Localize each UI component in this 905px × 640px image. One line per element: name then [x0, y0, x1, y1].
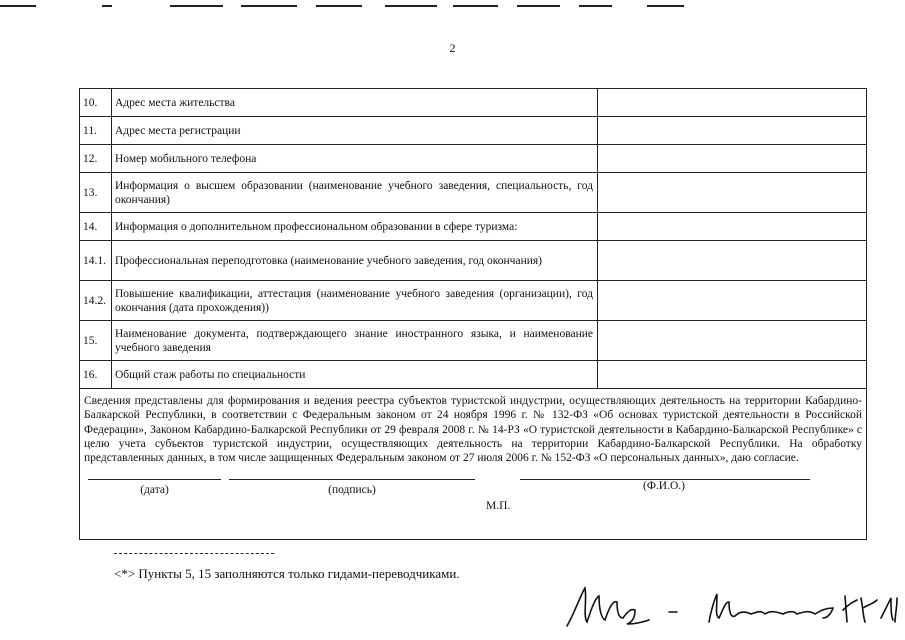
top-rule-3: [170, 5, 223, 7]
stamp-caption: М.П.: [486, 500, 511, 513]
row-value-field[interactable]: [598, 281, 867, 321]
row-number: 14.1.: [80, 241, 112, 281]
row-number: 14.: [80, 213, 112, 241]
signature-stroke-1: [567, 588, 649, 626]
signature-line[interactable]: [229, 479, 475, 480]
row-number: 12.: [80, 145, 112, 173]
signature-caption: (подпись): [328, 484, 376, 497]
row-label: Номер мобильного телефона: [112, 145, 598, 173]
top-rule-2: [102, 5, 112, 7]
row-label: Общий стаж работы по специальности: [112, 361, 598, 389]
row-number: 10.: [80, 89, 112, 117]
table-row: [80, 89, 867, 117]
table-row: [80, 321, 867, 361]
row-number: 11.: [80, 117, 112, 145]
table-row: [80, 145, 867, 173]
row-value-field[interactable]: [598, 241, 867, 281]
table-row: [80, 361, 867, 389]
row-number: 16.: [80, 361, 112, 389]
row-value-field[interactable]: [598, 173, 867, 213]
consent-text: Сведения представлены для формирования и ведения реестра субъектов туристской индустрии, осуществляющих деятельность на территории Кабардино-Балкарской Республики, в соответствии с Федеральным законом от 24 ноября 1996 г. № 132-ФЗ «Об основах туристской деятельности в Российской Федерации», Законом Кабардино-Балкарской Республики от 29 февраля 2008 г. № 14-РЗ «О туристской деятельности в Кабардино-Балкарской Республике» с целю учета субъектов туристской индустрии, осуществляющих деятельность на территории Кабардино-Балкарской Республики. На обработку представленных данных, в том числе защищенных Федеральным законом от 27 июля 2006 г. № 152-ФЗ «О персональных данных», даю согласие.: [84, 395, 862, 465]
table-row: [80, 281, 867, 321]
row-value-field[interactable]: [598, 145, 867, 173]
row-value-field[interactable]: [598, 321, 867, 361]
top-rule-5: [316, 5, 362, 7]
row-label: Адрес места жительства: [112, 89, 598, 117]
row-value-field[interactable]: [598, 89, 867, 117]
row-label: Повышение квалификации, аттестация (наименование учебного заведения (организации), год окончания (дата прохождения)): [112, 281, 598, 321]
row-value-field[interactable]: [598, 117, 867, 145]
top-rule-7: [453, 5, 498, 7]
top-rule-8: [517, 5, 560, 7]
top-rule-4: [241, 5, 297, 7]
table-row: [80, 173, 867, 213]
signature-stroke-3: [709, 594, 833, 622]
signature-stroke-4: [843, 596, 897, 622]
row-number: 15.: [80, 321, 112, 361]
date-line[interactable]: [88, 479, 221, 480]
footnote-divider: [114, 553, 274, 554]
date-caption: (дата): [140, 484, 169, 497]
row-value-field[interactable]: [598, 213, 867, 241]
row-number: 14.2.: [80, 281, 112, 321]
top-rule-10: [647, 5, 684, 7]
consent-cell: [80, 389, 867, 540]
page-number: 2: [449, 41, 456, 55]
table-row: [80, 213, 867, 241]
signature-block: [84, 479, 862, 539]
footnote: <*> Пункты 5, 15 заполняются только гидами-переводчиками.: [114, 566, 460, 581]
row-number: 13.: [80, 173, 112, 213]
table-row: [80, 117, 867, 145]
questionnaire-table: [79, 88, 867, 540]
table-row: [80, 241, 867, 281]
top-rule-6: [385, 5, 437, 7]
row-label: Адрес места регистрации: [112, 117, 598, 145]
name-caption: (Ф.И.О.): [643, 480, 685, 493]
consent-row: [80, 389, 867, 540]
row-label: Информация о высшем образовании (наименование учебного заведения, специальность, год окончания): [112, 173, 598, 213]
row-label: Наименование документа, подтверждающего знание иностранного языка, и наименование учебного заведения: [112, 321, 598, 361]
row-label: Профессиональная переподготовка (наименование учебного заведения, год окончания): [112, 241, 598, 281]
row-value-field[interactable]: [598, 361, 867, 389]
handwritten-signature: [565, 582, 905, 640]
row-label: Информация о дополнительном профессиональном образовании в сфере туризма:: [112, 213, 598, 241]
top-rule-1: [0, 5, 36, 7]
top-rule-9: [579, 5, 612, 7]
